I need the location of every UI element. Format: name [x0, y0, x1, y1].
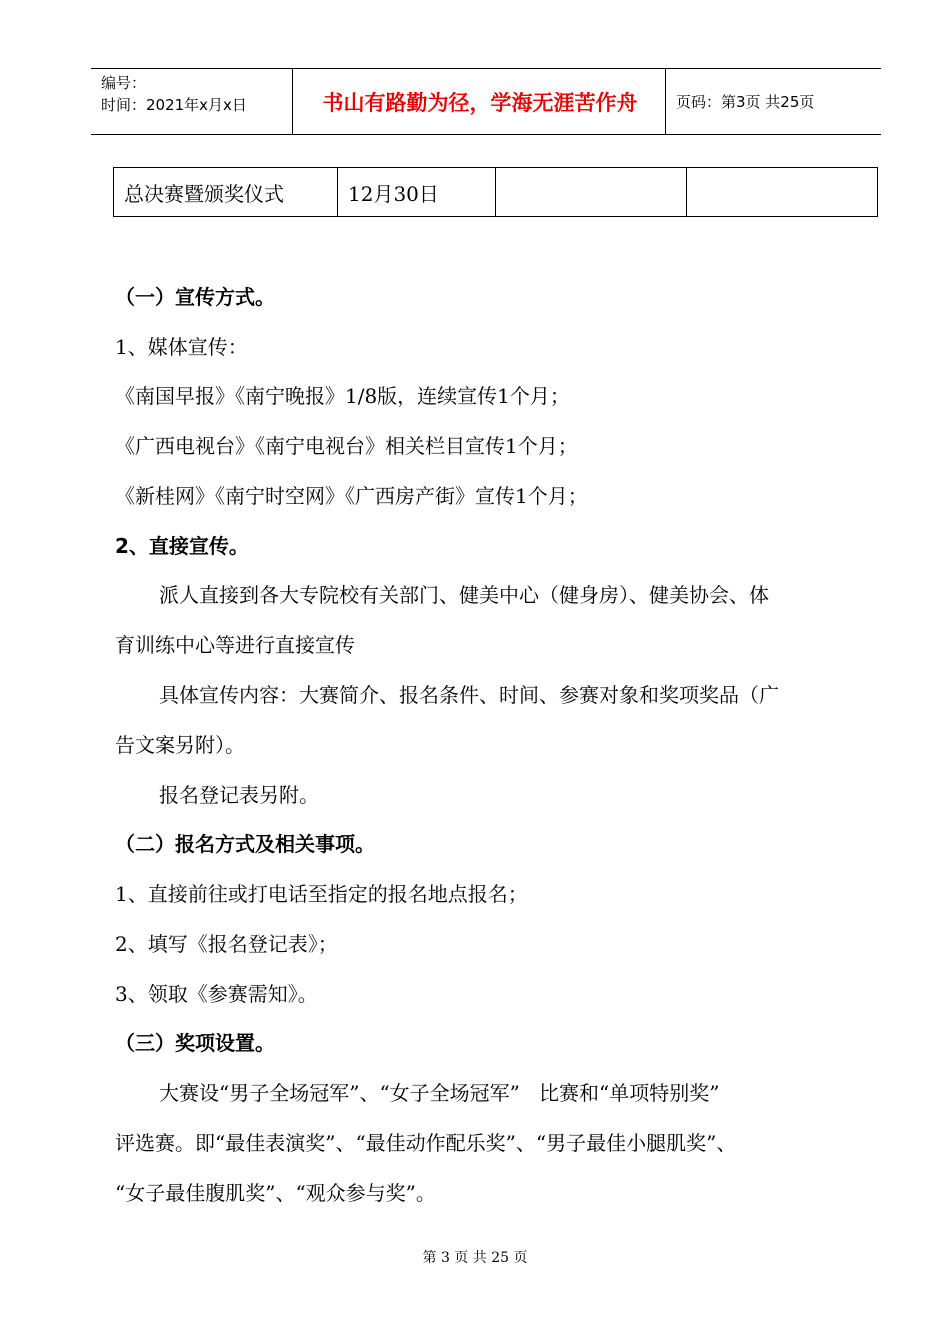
list-item: 2、填写《报名登记表》； [115, 932, 338, 956]
schedule-empty-cell [506, 168, 686, 216]
paragraph-line: 派人直接到各大专院校有关部门、健美中心（健身房）、健美协会、体 [159, 583, 769, 607]
paragraph-line: “女子最佳腹肌奖”、“观众参与奖”。 [115, 1181, 436, 1205]
section-title-publicity: （一）宣传方式。 [115, 285, 275, 309]
table-cell-divider [686, 168, 687, 216]
header-divider [292, 69, 293, 134]
page-header [91, 68, 881, 135]
section-title-registration: （二）报名方式及相关事项。 [115, 832, 375, 856]
number-label: 编号： [101, 74, 147, 92]
header-divider [665, 69, 666, 134]
paragraph-line: 大赛设“男子全场冠军”、“女子全场冠军” 比赛和“单项特别奖” [159, 1081, 720, 1105]
paragraph-line: 具体宣传内容：大赛简介、报名条件、时间、参赛对象和奖项奖品（广 [159, 683, 779, 707]
header-page-info: 页码：第3页 共25页 [676, 93, 815, 111]
schedule-date-cell: 12月30日 [348, 181, 439, 206]
paragraph-line: 评选赛。即“最佳表演奖”、“最佳动作配乐奖”、“男子最佳小腿肌奖”、 [115, 1131, 737, 1155]
media-line: 《广西电视台》《南宁电视台》相关栏目宣传1个月； [115, 434, 578, 458]
header-motto: 书山有路勤为径，学海无涯苦作舟 [322, 90, 638, 115]
schedule-table-row [113, 167, 878, 217]
schedule-empty-cell [697, 168, 867, 216]
header-meta [101, 72, 247, 116]
media-line: 《新桂网》《南宁时空网》《广西房产街》宣传1个月； [115, 484, 588, 508]
list-item: 1、直接前往或打电话至指定的报名地点报名； [115, 882, 528, 906]
table-cell-divider [337, 168, 338, 216]
page-footer: 第 3 页 共 25 页 [422, 1250, 528, 1266]
section-title-awards: （三）奖项设置。 [115, 1031, 275, 1055]
time-label: 时间：2021年x月x日 [101, 96, 247, 114]
table-cell-divider [495, 168, 496, 216]
schedule-event-cell: 总决赛暨颁奖仪式 [124, 181, 284, 206]
paragraph-line: 育训练中心等进行直接宣传 [115, 633, 355, 657]
paragraph-line: 报名登记表另附。 [159, 783, 319, 807]
media-line: 《南国早报》《南宁晚报》1/8版，连续宣传1个月； [115, 384, 570, 408]
list-item: 1、媒体宣传： [115, 335, 248, 359]
paragraph-line: 告文案另附）。 [115, 733, 245, 757]
subsection-title: 2、直接宣传。 [115, 534, 249, 558]
list-item: 3、领取《参赛需知》。 [115, 982, 318, 1006]
